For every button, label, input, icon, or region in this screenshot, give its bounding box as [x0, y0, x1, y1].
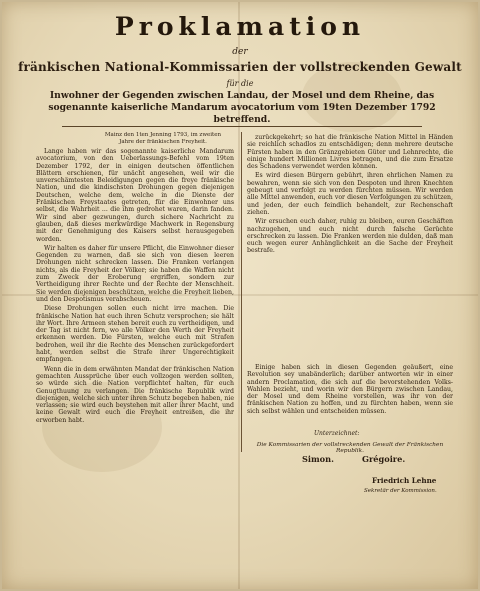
document-address: Inwohner der Gegenden zwischen Landau, der Mosel und dem Rheine, das sogenannte kaiserliche Mandarum avocatorium vom 19ten Dezember 1792 betreffend. — [48, 90, 436, 125]
right-paragraph: Es wird diesen Bürgern gebührt, ihren ehrlichen Namen zu bewahren, wenn sie sich von den Despoten und ihren Knechten gebeugt und verfolgt zu werden fürchten müssen. Wir werden alle Mittel anwenden, euch vor diesen Verfolgungen zu schützen, und jeden, der euch feindlich behandelt, zur Rechenschaft ziehen. — [247, 172, 453, 216]
right-column-closing — [247, 364, 453, 424]
left-paragraph: Lange haben wir das sogenannte kaiserliche Mandarum avocatorium, von den Ueberlassungs-Befehl vom 19ten Dezember 1792, der in einigen deutschen öffentlichen Blättern erschienen, für unächt angesehen, weil wir die unverschämtesten Beleidigungen gegen die freye fränkische Nation, und die kindischsten Drohungen gegen diejenigen Deutschen, welche dem, welche in die Dienste der Fränkischen Freystaates getreten, für die Einwohner uns selbst, die Wahrheit ... die ihm gedrohet waren, darin fanden. Wir sind aber gezwungen, durch sichere Nachricht zu glauben, daß dieses merkwürdige Machwerk in Regensburg mit der Genehmigung des Kaisers selbst herausgegeben worden. — [36, 148, 234, 243]
left-paragraph: Wenn die in dem erwähnten Mandat der fränkischen Nation gemachten Aussprüche über euch vollzogen werden sollten, so würde sich die Nation verpflichtet halten, für euch Genugthuung zu verlangen. Die fränkische Republik wird diejenigen, welche sich unter ihren Schutz begeben haben, nie verlassen; sie wird euch beystehen mit aller ihrer Macht, und keine Gewalt wird euch die Freyheit entreißen, die ihr erworben habt. — [36, 365, 234, 424]
proclamation-sheet — [2, 2, 478, 589]
title-der: der — [232, 47, 248, 57]
signature-simon: Simon. — [302, 454, 334, 464]
secretary-name: Friedrich Lehne — [372, 476, 437, 485]
left-paragraph: Wir halten es daher für unsere Pflicht, die Einwohner dieser Gegenden zu warnen, daß sie sich von diesen leeren Drohungen nicht schrecken lassen. Die Franken verlangen nichts, als die Freyheit der Völker; sie haben die Waffen nicht zum Zweck der Eroberung ergriffen, sondern zur Vertheidigung ihrer Rechte und der Rechte der Menschheit. Sie werden diejenigen beschützen, welche die Freyheit lieben, und den Despotismus verabscheuen. — [36, 244, 234, 303]
column-rule — [241, 132, 242, 452]
right-paragraph: Einige haben sich in diesen Gegenden geäußert, eine Revolution sey unabänderlich; darüber antworten wir in einer andern Proclamation, die sich auf die bevorstehenden Volks-Wahlen bezieht, und worin wir den Bürgern zwischen Landau, der Mosel und dem Rheine vorstellen, was ihr von der fränkischen Nation zu hoffen, und zu fürchten haben, wenn sie sich selbst wählen und entscheiden müssen. — [247, 364, 453, 415]
header-rule — [62, 126, 422, 127]
date-line: Mainz den 1ten Jenning 1793, im zweiten Jahre der fränkischen Freyheit. — [104, 132, 222, 145]
secretary-role: Sekretär der Kommission. — [364, 488, 437, 494]
document-subtitle: fränkischen National-Kommissarien der vollstreckenden Gewalt — [18, 60, 462, 74]
signed-label: Unterzeichnet: — [314, 430, 360, 437]
title-fuer: für die — [226, 79, 254, 88]
right-paragraph: Wir ersuchen euch daher, ruhig zu bleiben, euren Geschäften nachzugehen, und euch nicht durch falsche Gerüchte erschrecken zu lassen. Die Franken werden nie dulden, daß man euch wegen eurer Anhänglichkeit an die Sache der Freyheit bestrafe. — [247, 218, 453, 255]
right-column — [247, 134, 453, 356]
signature-gregoire: Grégoire. — [362, 454, 406, 464]
commission-line: Die Kommissarien der vollstreckenden Gewalt der Fränkischen Republik. — [256, 442, 444, 454]
left-paragraph: Diese Drohungen sollen euch nicht irre machen. Die fränkische Nation hat euch ihren Schutz versprochen; sie hält ihr Wort. Ihre Armeen stehen bereit euch zu vertheidigen, und der Tag ist nicht fern, wo alle Völker den Werth der Freyheit erkennen werden. Die Fürsten, welche euch mit Strafen bedrohen, weil ihr die Rechte des Menschen zurückgefordert habt, werden selbst die Strafe ihrer Ungerechtigkeit empfangen. — [36, 305, 234, 364]
right-paragraph: zurückgekehrt; so hat die fränkische Nation Mittel in Händen sie reichlich schadlos zu entschädigen; denn mehrere deutsche Fürsten haben in den Gränzgebieten Güter und Lehnrechte, die einige hundert Millionen Livres betragen, und die zum Ersatze des Schadens verwendet werden können. — [247, 134, 453, 171]
left-column — [36, 148, 234, 588]
document-title: Proklamation — [114, 12, 366, 41]
